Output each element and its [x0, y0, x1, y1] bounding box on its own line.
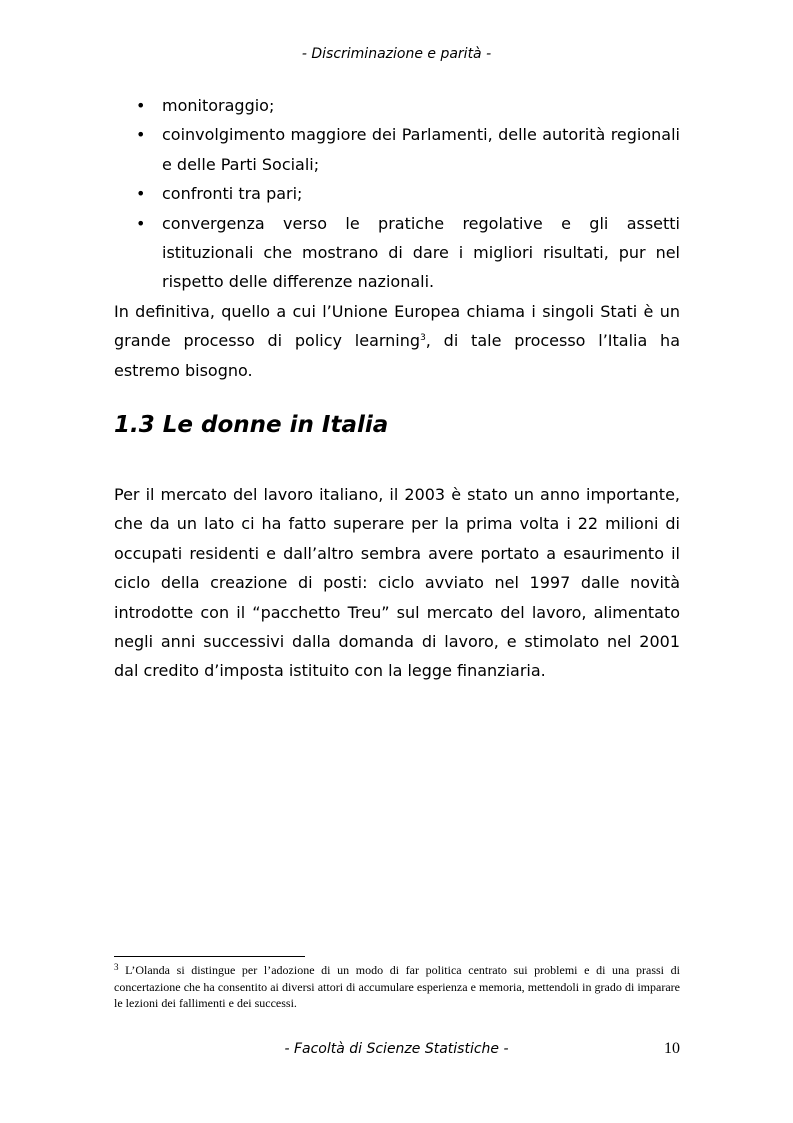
section-body	[114, 480, 680, 686]
page-body	[114, 91, 680, 385]
bullet-list	[114, 91, 680, 297]
list-item-text: monitoraggio;	[162, 96, 275, 115]
bullet-icon: •	[136, 125, 146, 145]
bullet-icon: •	[136, 96, 146, 115]
footnote-divider	[114, 956, 305, 957]
paragraph-text: In definitiva, quello a cui l’Unione Europea chiama i singoli Stati è un grande processo di policy learning	[114, 301, 680, 351]
paragraph-policy-learning	[114, 297, 680, 385]
footnote	[114, 962, 680, 1012]
paragraph-text-cont: , di tale processo l’Italia ha estremo bisogno.	[114, 331, 680, 380]
list-item-text: coinvolgimento maggiore dei Parlamenti, delle autorità regionali e delle Parti Sociali;	[162, 125, 680, 174]
footnote-ref: 3	[420, 333, 426, 344]
bullet-icon: •	[136, 184, 146, 204]
section-title: 1.3 Le donne in Italia	[114, 412, 389, 438]
list-item	[114, 179, 680, 208]
list-item	[114, 120, 680, 179]
page-number: 10	[664, 1040, 680, 1057]
list-item	[114, 91, 680, 120]
running-header: - Discriminazione e parità -	[301, 46, 492, 62]
list-item-text: convergenza verso le pratiche regolative e gli assetti istituzionali che mostrano di dare i migliori risultati, pur nel rispetto delle differenze nazionali.	[162, 213, 680, 292]
paragraph-labour-market: Per il mercato del lavoro italiano, il 2003 è stato un anno importante, che da un lato ci ha fatto superare per la prima volta i 22 milioni di occupati residenti e dall’altro sembra avere portato a esaurimento il ciclo della creazione di posti: ciclo avviato nel 1997 dalle novità introdotte con il “pacchetto Treu” sul mercato del lavoro, alimentato negli anni successivi dalla domanda di lavoro, e stimolato nel 2001 dal credito d’imposta istituito con la legge finanziaria.	[114, 485, 680, 681]
running-footer: - Facoltà di Scienze Statistiche -	[284, 1041, 509, 1057]
list-item	[114, 209, 680, 297]
bullet-icon: •	[136, 213, 146, 233]
list-item-text: confronti tra pari;	[162, 184, 303, 204]
footnote-number: 3	[114, 962, 119, 972]
footnote-text: L’Olanda si distingue per l’adozione di un modo di far politica centrato sui problemi e di una prassi di concertazione che ha consentito ai diversi attori di accumulare esperienza e memoria, mettendoli in grado di imparare le lezioni dei fallimenti e dei successi.	[114, 963, 680, 1010]
